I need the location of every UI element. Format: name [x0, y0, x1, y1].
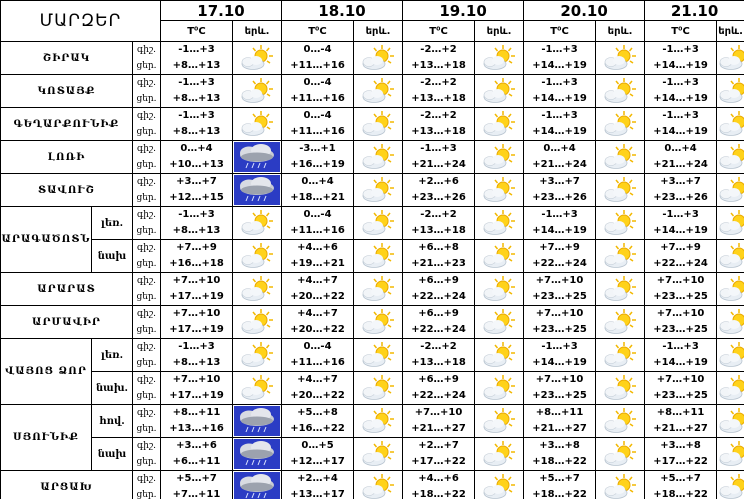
sun-cloud-icon [717, 374, 744, 402]
weather-icon-cell [354, 75, 403, 108]
sun-cloud-icon [717, 341, 744, 369]
weather-label: երև. [596, 21, 645, 42]
sun-cloud-icon [602, 407, 638, 435]
weather-icon-cell [717, 42, 744, 75]
sun-cloud-icon [481, 473, 517, 499]
temp-cell: +5…+7 +7…+11 [161, 471, 233, 499]
weather-icon-cell [233, 174, 282, 207]
time-labels: գիշ. ցեր. [133, 75, 161, 108]
weather-icon-cell [475, 141, 524, 174]
temp-cell: 0…+4 +21…+24 [645, 141, 717, 174]
time-labels: գիշ. ցեր. [133, 471, 161, 499]
temp-cell: +4…+7 +20…+22 [282, 273, 354, 306]
temp-cell: -2…+2 +13…+18 [403, 207, 475, 240]
temp-cell: -1…+3 +8…+13 [161, 108, 233, 141]
temp-cell: -1…+3 +14…+19 [524, 108, 596, 141]
sun-cloud-icon [360, 275, 396, 303]
temp-cell: 0…-4 +11…+16 [282, 75, 354, 108]
subregion-name: հով. [92, 405, 133, 438]
weather-icon-cell [354, 405, 403, 438]
weather-icon-cell [717, 108, 744, 141]
weather-icon-cell [596, 273, 645, 306]
sun-cloud-icon [239, 242, 275, 270]
time-labels: գիշ. ցեր. [133, 42, 161, 75]
temp-cell: +7…+9 +16…+18 [161, 240, 233, 273]
temp-label: T⁰C [282, 21, 354, 42]
temp-cell: 0…-4 +11…+16 [282, 108, 354, 141]
subregion-name: նախ [92, 240, 133, 273]
temp-cell: +5…+7 +18…+22 [645, 471, 717, 499]
sun-cloud-icon [602, 77, 638, 105]
temp-cell: +7…+10 +21…+27 [403, 405, 475, 438]
temp-cell: -3…+1 +16…+19 [282, 141, 354, 174]
weather-icon-cell [596, 207, 645, 240]
temp-label: T⁰C [403, 21, 475, 42]
temp-cell: -2…+2 +13…+18 [403, 108, 475, 141]
weather-icon-cell [717, 405, 744, 438]
sun-cloud-icon [481, 242, 517, 270]
temp-cell: +3…+6 +6…+11 [161, 438, 233, 471]
sun-cloud-icon [481, 77, 517, 105]
temp-cell: +8…+11 +21…+27 [645, 405, 717, 438]
weather-icon-cell [233, 372, 282, 405]
weather-icon-cell [233, 141, 282, 174]
weather-icon-cell [596, 141, 645, 174]
sun-cloud-icon [481, 176, 517, 204]
weather-icon-cell [354, 141, 403, 174]
weather-icon-cell [354, 240, 403, 273]
temp-cell: +5…+8 +16…+22 [282, 405, 354, 438]
temp-cell: +8…+11 +21…+27 [524, 405, 596, 438]
temp-cell: -1…+3 +14…+19 [645, 42, 717, 75]
sun-cloud-icon [360, 308, 396, 336]
weather-icon-cell [596, 339, 645, 372]
temp-label: T⁰C [524, 21, 596, 42]
weather-icon-cell [475, 207, 524, 240]
date-header: 20.10 [524, 1, 645, 21]
region-row [1, 471, 744, 499]
weather-icon-cell [717, 207, 744, 240]
region-name: ԱՐՑԱԽ [1, 471, 133, 499]
weather-icon-cell [475, 174, 524, 207]
time-labels: գիշ. ցեր. [133, 372, 161, 405]
temp-cell: 0…-4 +11…+16 [282, 339, 354, 372]
weather-icon-cell [717, 174, 744, 207]
sun-cloud-icon [717, 176, 744, 204]
region-row [1, 306, 744, 339]
weather-icon-cell [475, 108, 524, 141]
temp-cell: 0…-4 +11…+16 [282, 207, 354, 240]
sun-cloud-icon [481, 275, 517, 303]
temp-label: T⁰C [645, 21, 717, 42]
region-row [1, 207, 744, 240]
sun-cloud-icon [360, 407, 396, 435]
temp-cell: -2…+2 +13…+18 [403, 339, 475, 372]
weather-icon-cell [233, 273, 282, 306]
sun-cloud-icon [481, 209, 517, 237]
sun-cloud-icon [602, 242, 638, 270]
region-row [1, 372, 744, 405]
weather-icon-cell [354, 42, 403, 75]
sun-cloud-icon [239, 275, 275, 303]
sun-cloud-icon [602, 374, 638, 402]
temp-cell: -1…+3 +8…+13 [161, 42, 233, 75]
sun-cloud-icon [481, 407, 517, 435]
weather-icon-cell [233, 108, 282, 141]
temp-cell: 0…+4 +10…+13 [161, 141, 233, 174]
sun-cloud-icon [602, 110, 638, 138]
temp-cell: +4…+7 +20…+22 [282, 306, 354, 339]
weather-icon-cell [233, 207, 282, 240]
subregion-name: լեռ. [92, 339, 133, 372]
weather-icon-cell [233, 306, 282, 339]
sun-cloud-icon [360, 44, 396, 72]
temp-cell: -2…+2 +13…+18 [403, 42, 475, 75]
weather-icon-cell [717, 372, 744, 405]
sun-cloud-icon [239, 77, 275, 105]
temp-cell: +3…+7 +12…+15 [161, 174, 233, 207]
sun-cloud-icon [602, 143, 638, 171]
temp-cell: +7…+9 +22…+24 [524, 240, 596, 273]
weather-icon-cell [475, 42, 524, 75]
sun-cloud-icon [602, 308, 638, 336]
temp-cell: 0…+4 +18…+21 [282, 174, 354, 207]
sun-cloud-icon [481, 440, 517, 468]
temp-cell: -1…+3 +14…+19 [645, 75, 717, 108]
region-name: ԿՈՏԱՅՔ [1, 75, 133, 108]
weather-label: երև. [233, 21, 282, 42]
sun-cloud-icon [717, 440, 744, 468]
sun-cloud-icon [360, 440, 396, 468]
weather-icon-cell [354, 207, 403, 240]
time-labels: գիշ. ցեր. [133, 141, 161, 174]
temp-cell: -1…+3 +8…+13 [161, 339, 233, 372]
sun-cloud-icon [717, 77, 744, 105]
weather-icon-cell [717, 306, 744, 339]
temp-cell: -1…+3 +14…+19 [645, 339, 717, 372]
temp-cell: +7…+10 +23…+25 [524, 372, 596, 405]
temp-cell: -1…+3 +14…+19 [524, 75, 596, 108]
weather-icon-cell [596, 372, 645, 405]
temp-cell: -1…+3 +8…+13 [161, 75, 233, 108]
weather-label: երև. [354, 21, 403, 42]
time-labels: գիշ. ցեր. [133, 273, 161, 306]
sun-cloud-icon [602, 209, 638, 237]
temp-cell: +7…+10 +23…+25 [645, 306, 717, 339]
weather-icon-cell [475, 273, 524, 306]
temp-cell: +7…+10 +23…+25 [645, 273, 717, 306]
date-header: 18.10 [282, 1, 403, 21]
sun-cloud-icon [717, 110, 744, 138]
temp-cell: -1…+3 +21…+24 [403, 141, 475, 174]
region-name: ԼՈՌԻ [1, 141, 133, 174]
time-labels: գիշ. ցեր. [133, 339, 161, 372]
region-row [1, 405, 744, 438]
region-row [1, 141, 744, 174]
weather-icon-cell [717, 273, 744, 306]
sun-cloud-icon [360, 374, 396, 402]
sun-cloud-icon [717, 275, 744, 303]
sun-cloud-icon [360, 176, 396, 204]
weather-icon-cell [717, 240, 744, 273]
region-name: ՏԱՎՈՒՇ [1, 174, 133, 207]
temp-cell: 0…+5 +12…+17 [282, 438, 354, 471]
weather-label: երև. [717, 21, 744, 42]
region-row [1, 438, 744, 471]
region-name: ԳԵՂԱՐՔՈՒՆԻՔ [1, 108, 133, 141]
weather-icon-cell [596, 42, 645, 75]
region-name: ՍՅՈՒՆԻՔ [1, 405, 92, 471]
temp-cell: +2…+6 +23…+26 [403, 174, 475, 207]
weather-icon-cell [233, 339, 282, 372]
region-row [1, 174, 744, 207]
sun-cloud-icon [602, 275, 638, 303]
date-header: 21.10 [645, 1, 744, 21]
weather-icon-cell [475, 372, 524, 405]
temp-cell: -2…+2 +13…+18 [403, 75, 475, 108]
weather-icon-cell [475, 75, 524, 108]
weather-icon-cell [596, 240, 645, 273]
date-header: 19.10 [403, 1, 524, 21]
weather-icon-cell [475, 438, 524, 471]
temp-cell: +7…+10 +23…+25 [524, 306, 596, 339]
region-row [1, 240, 744, 273]
temp-cell: +7…+10 +17…+19 [161, 273, 233, 306]
weather-icon-cell [596, 405, 645, 438]
subregion-name: լեռ. [92, 207, 133, 240]
subregion-name: նախ [92, 438, 133, 471]
time-labels: գիշ. ցեր. [133, 108, 161, 141]
weather-icon-cell [354, 108, 403, 141]
weather-icon-cell [233, 75, 282, 108]
weather-icon-cell [596, 471, 645, 499]
weather-icon-cell [475, 405, 524, 438]
weather-icon-cell [354, 438, 403, 471]
temp-cell: +4…+7 +20…+22 [282, 372, 354, 405]
region-row [1, 108, 744, 141]
temp-cell: 0…+4 +21…+24 [524, 141, 596, 174]
sun-cloud-icon [717, 44, 744, 72]
sun-cloud-icon [602, 341, 638, 369]
weather-icon-cell [596, 174, 645, 207]
region-row [1, 42, 744, 75]
sun-cloud-icon [481, 44, 517, 72]
time-labels: գիշ. ցեր. [133, 174, 161, 207]
weather-label: երև. [475, 21, 524, 42]
weather-icon-cell [717, 141, 744, 174]
temp-cell: -1…+3 +8…+13 [161, 207, 233, 240]
sun-cloud-icon [239, 110, 275, 138]
region-row [1, 273, 744, 306]
weather-icon-cell [354, 306, 403, 339]
temp-cell: +7…+10 +23…+25 [524, 273, 596, 306]
temp-cell: -1…+3 +14…+19 [645, 207, 717, 240]
weather-icon-cell [233, 405, 282, 438]
weather-icon-cell [717, 471, 744, 499]
temp-cell: +7…+10 +17…+19 [161, 372, 233, 405]
sun-cloud-icon [360, 473, 396, 499]
weather-icon-cell [354, 174, 403, 207]
sun-cloud-icon [602, 473, 638, 499]
weather-icon-cell [354, 372, 403, 405]
temp-cell: +6…+9 +22…+24 [403, 273, 475, 306]
sun-cloud-icon [481, 308, 517, 336]
time-labels: գիշ. ցեր. [133, 405, 161, 438]
time-labels: գիշ. ցեր. [133, 240, 161, 273]
sun-cloud-icon [602, 440, 638, 468]
weather-icon-cell [596, 306, 645, 339]
temp-cell: -1…+3 +14…+19 [645, 108, 717, 141]
regions-header: ՄԱՐԶԵՐ [1, 1, 161, 42]
sun-cloud-icon [360, 341, 396, 369]
sun-cloud-icon [481, 143, 517, 171]
temp-cell: +7…+10 +17…+19 [161, 306, 233, 339]
temp-cell: +4…+6 +18…+22 [403, 471, 475, 499]
weather-icon-cell [596, 108, 645, 141]
sun-cloud-icon [239, 308, 275, 336]
temp-cell: +7…+10 +23…+25 [645, 372, 717, 405]
time-labels: գիշ. ցեր. [133, 207, 161, 240]
sun-cloud-icon [717, 407, 744, 435]
temp-cell: +3…+7 +23…+26 [645, 174, 717, 207]
region-name: ԱՐԱԳԱԾՈՏՆ [1, 207, 92, 273]
weather-icon-cell [354, 339, 403, 372]
weather-icon-cell [717, 438, 744, 471]
sun-cloud-icon [360, 209, 396, 237]
region-row [1, 339, 744, 372]
sun-cloud-icon [481, 341, 517, 369]
sun-cloud-icon [239, 341, 275, 369]
subregion-name: նախ. [92, 372, 133, 405]
temp-cell: +2…+7 +17…+22 [403, 438, 475, 471]
weather-icon-cell [717, 75, 744, 108]
temp-cell: +6…+9 +22…+24 [403, 372, 475, 405]
sun-cloud-icon [602, 176, 638, 204]
weather-icon-cell [475, 240, 524, 273]
temp-cell: +3…+8 +17…+22 [645, 438, 717, 471]
sun-cloud-icon [717, 209, 744, 237]
temp-cell: +8…+11 +13…+16 [161, 405, 233, 438]
rain-cloud-icon [234, 175, 280, 205]
temp-cell: +4…+6 +19…+21 [282, 240, 354, 273]
sun-cloud-icon [717, 473, 744, 499]
weather-icon-cell [596, 75, 645, 108]
weather-icon-cell [475, 339, 524, 372]
region-name: ՇԻՐԱԿ [1, 42, 133, 75]
temp-cell: -1…+3 +14…+19 [524, 207, 596, 240]
temp-cell: 0…-4 +11…+16 [282, 42, 354, 75]
weather-icon-cell [475, 471, 524, 499]
weather-icon-cell [354, 273, 403, 306]
temp-cell: -1…+3 +14…+19 [524, 339, 596, 372]
weather-icon-cell [233, 438, 282, 471]
weather-icon-cell [717, 339, 744, 372]
region-name: ԱՐՄԱՎԻՐ [1, 306, 133, 339]
temp-cell: +5…+7 +18…+22 [524, 471, 596, 499]
temp-cell: -1…+3 +14…+19 [524, 42, 596, 75]
weather-icon-cell [354, 471, 403, 499]
weather-icon-cell [233, 240, 282, 273]
rain-cloud-icon [234, 439, 280, 469]
temp-cell: +6…+9 +22…+24 [403, 306, 475, 339]
sun-cloud-icon [360, 110, 396, 138]
weather-icon-cell [475, 306, 524, 339]
rain-cloud-icon [234, 406, 280, 436]
date-header: 17.10 [161, 1, 282, 21]
temp-cell: +3…+7 +23…+26 [524, 174, 596, 207]
weather-icon-cell [596, 438, 645, 471]
sun-cloud-icon [481, 374, 517, 402]
temp-cell: +3…+8 +18…+22 [524, 438, 596, 471]
sun-cloud-icon [717, 143, 744, 171]
temp-cell: +7…+9 +22…+24 [645, 240, 717, 273]
sun-cloud-icon [717, 308, 744, 336]
sun-cloud-icon [717, 242, 744, 270]
sun-cloud-icon [360, 77, 396, 105]
sun-cloud-icon [239, 44, 275, 72]
sun-cloud-icon [239, 374, 275, 402]
sun-cloud-icon [481, 110, 517, 138]
rain-cloud-icon [234, 472, 280, 499]
temp-label: T⁰C [161, 21, 233, 42]
sun-cloud-icon [239, 209, 275, 237]
sun-cloud-icon [360, 242, 396, 270]
rain-cloud-icon [234, 142, 280, 172]
sun-cloud-icon [360, 143, 396, 171]
temp-cell: +6…+8 +21…+23 [403, 240, 475, 273]
region-name: ԱՐԱՐԱՏ [1, 273, 133, 306]
time-labels: գիշ. ցեր. [133, 438, 161, 471]
weather-icon-cell [233, 42, 282, 75]
temp-cell: +2…+4 +13…+17 [282, 471, 354, 499]
time-labels: գիշ. ցեր. [133, 306, 161, 339]
region-name: ՎԱՅՈՑ ՁՈՐ [1, 339, 92, 405]
sun-cloud-icon [602, 44, 638, 72]
weather-icon-cell [233, 471, 282, 499]
region-row [1, 75, 744, 108]
